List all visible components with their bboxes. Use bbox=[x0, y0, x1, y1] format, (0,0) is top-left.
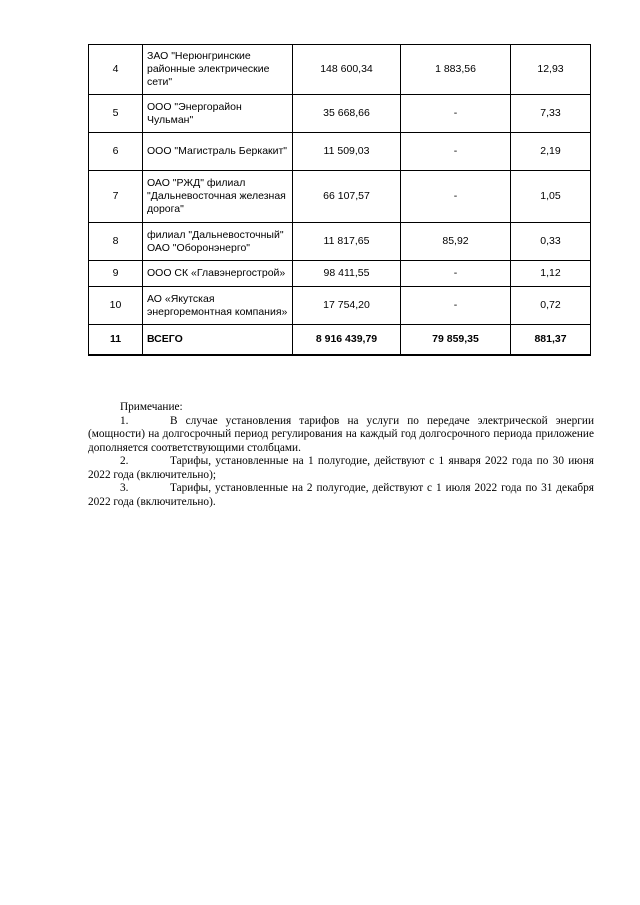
notes-title: Примечание: bbox=[120, 401, 183, 413]
note-number: 3. bbox=[120, 482, 129, 494]
row-number: 9 bbox=[89, 261, 143, 287]
table-row bbox=[89, 45, 591, 95]
row-number: 5 bbox=[89, 95, 143, 133]
organization-name: ЗАО "Нерюнгринские районные электрические сети" bbox=[143, 45, 293, 95]
value-col-3: 2,19 bbox=[511, 133, 591, 171]
organization-name: ООО "Энергорайон Чульман" bbox=[143, 95, 293, 133]
value-col-3: 12,93 bbox=[511, 45, 591, 95]
note-text: В случае установления тарифов на услуги по передаче электрической энергии (мощности) на долгосрочный период регулирования на каждый год долгосрочного периода приложение дополняется соответствующими столбцами. bbox=[88, 414, 594, 454]
value-col-2: - bbox=[401, 133, 511, 171]
note-item bbox=[88, 415, 594, 456]
value-col-3: 1,12 bbox=[511, 261, 591, 287]
value-col-3: 1,05 bbox=[511, 171, 591, 223]
table-row bbox=[89, 171, 591, 223]
value-col-3: 7,33 bbox=[511, 95, 591, 133]
value-col-3: 0,33 bbox=[511, 223, 591, 261]
value-col-2: - bbox=[401, 95, 511, 133]
value-col-2: - bbox=[401, 171, 511, 223]
tariff-table bbox=[88, 44, 591, 356]
row-number: 6 bbox=[89, 133, 143, 171]
table-row bbox=[89, 95, 591, 133]
organization-name: филиал "Дальневосточный" ОАО "Оборонэнерго" bbox=[143, 223, 293, 261]
note-number: 2. bbox=[120, 455, 129, 467]
notes-section bbox=[88, 401, 594, 509]
table-row bbox=[89, 223, 591, 261]
row-number: 10 bbox=[89, 287, 143, 325]
value-col-1: 148 600,34 bbox=[293, 45, 401, 95]
organization-name: ООО СК «Главэнергострой» bbox=[143, 261, 293, 287]
organization-name: ООО "Магистраль Беркакит" bbox=[143, 133, 293, 171]
organization-name: АО «Якутская энергоремонтная компания» bbox=[143, 287, 293, 325]
total-label: ВСЕГО bbox=[143, 325, 293, 355]
value-col-2: - bbox=[401, 287, 511, 325]
value-col-1: 98 411,55 bbox=[293, 261, 401, 287]
total-row bbox=[89, 325, 591, 355]
value-col-1: 66 107,57 bbox=[293, 171, 401, 223]
note-item bbox=[88, 482, 594, 509]
value-col-2: 85,92 bbox=[401, 223, 511, 261]
note-text: Тарифы, установленные на 1 полугодие, действуют с 1 января 2022 года по 30 июня 2022 года (включительно); bbox=[88, 455, 594, 481]
note-number: 1. bbox=[120, 414, 129, 427]
row-number: 7 bbox=[89, 171, 143, 223]
table-row bbox=[89, 133, 591, 171]
value-col-2: 1 883,56 bbox=[401, 45, 511, 95]
total-value-col-2: 79 859,35 bbox=[401, 325, 511, 355]
value-col-1: 17 754,20 bbox=[293, 287, 401, 325]
value-col-3: 0,72 bbox=[511, 287, 591, 325]
value-col-1: 11 817,65 bbox=[293, 223, 401, 261]
table-row bbox=[89, 261, 591, 287]
row-number: 8 bbox=[89, 223, 143, 261]
row-number: 11 bbox=[89, 325, 143, 355]
note-text: Тарифы, установленные на 2 полугодие, действуют с 1 июля 2022 года по 31 декабря 2022 года (включительно). bbox=[88, 482, 594, 508]
note-item bbox=[88, 455, 594, 482]
organization-name: ОАО "РЖД" филиал "Дальневосточная железная дорога" bbox=[143, 171, 293, 223]
table-row bbox=[89, 287, 591, 325]
value-col-1: 11 509,03 bbox=[293, 133, 401, 171]
total-value-col-1: 8 916 439,79 bbox=[293, 325, 401, 355]
total-value-col-3: 881,37 bbox=[511, 325, 591, 355]
value-col-2: - bbox=[401, 261, 511, 287]
row-number: 4 bbox=[89, 45, 143, 95]
value-col-1: 35 668,66 bbox=[293, 95, 401, 133]
